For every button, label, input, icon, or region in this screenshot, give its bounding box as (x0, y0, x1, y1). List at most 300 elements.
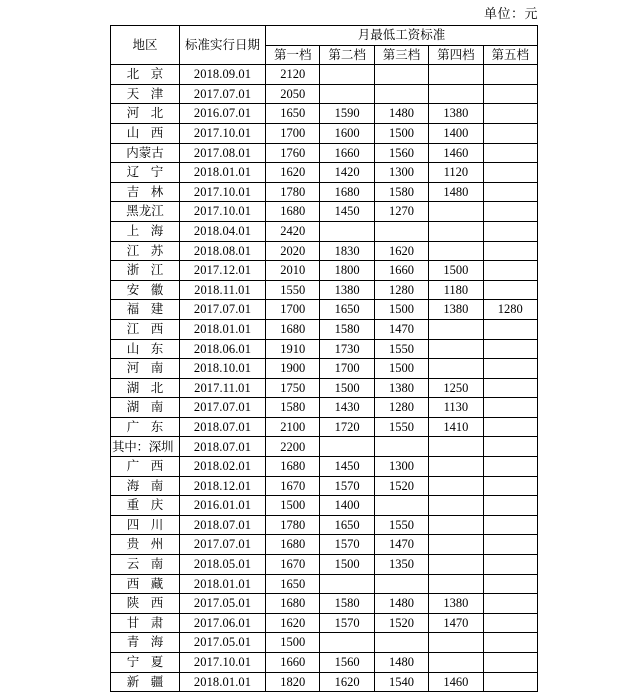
table-row (111, 202, 538, 222)
table-row (111, 417, 538, 437)
cell-effective-date: 2017.05.01 (180, 594, 266, 614)
cell-tier-3: 1280 (374, 280, 428, 300)
cell-tier-4 (429, 319, 483, 339)
table-row (111, 163, 538, 183)
cell-tier-5 (483, 496, 537, 516)
cell-tier-3: 1660 (374, 261, 428, 281)
region-label: 内蒙古 (126, 144, 164, 160)
cell-tier-3: 1500 (374, 300, 428, 320)
cell-tier-2 (320, 574, 374, 594)
table-row (111, 574, 538, 594)
cell-tier-2: 1580 (320, 319, 374, 339)
cell-tier-1: 1750 (266, 378, 320, 398)
cell-tier-4 (429, 221, 483, 241)
cell-tier-2: 1590 (320, 104, 374, 124)
cell-tier-1: 1550 (266, 280, 320, 300)
region-label: 广 西 (126, 458, 167, 474)
region-label: 陕 西 (126, 595, 167, 611)
cell-tier-1: 2050 (266, 84, 320, 104)
cell-tier-4: 1250 (429, 378, 483, 398)
cell-tier-5 (483, 123, 537, 143)
cell-tier-2: 1660 (320, 143, 374, 163)
cell-effective-date: 2018.01.01 (180, 163, 266, 183)
cell-region (111, 221, 180, 241)
region-label: 上 海 (126, 222, 167, 238)
cell-tier-5 (483, 280, 537, 300)
cell-region (111, 672, 180, 692)
cell-region (111, 437, 180, 457)
region-label: 江 苏 (126, 242, 167, 258)
cell-region (111, 182, 180, 202)
cell-tier-1: 1670 (266, 555, 320, 575)
cell-tier-1: 1500 (266, 633, 320, 653)
cell-effective-date: 2017.10.01 (180, 653, 266, 673)
cell-tier-4 (429, 359, 483, 379)
cell-region (111, 535, 180, 555)
cell-effective-date: 2018.09.01 (180, 65, 266, 85)
cell-tier-5 (483, 398, 537, 418)
cell-effective-date: 2017.07.01 (180, 535, 266, 555)
cell-tier-3: 1380 (374, 378, 428, 398)
region-label: 其中：深圳 (112, 438, 174, 454)
cell-tier-2: 1420 (320, 163, 374, 183)
table-row (111, 457, 538, 477)
cell-effective-date: 2017.10.01 (180, 182, 266, 202)
table-row (111, 653, 538, 673)
cell-effective-date: 2018.10.01 (180, 359, 266, 379)
cell-tier-2 (320, 221, 374, 241)
cell-region (111, 163, 180, 183)
cell-region (111, 104, 180, 124)
cell-tier-3: 1350 (374, 555, 428, 575)
cell-tier-2: 1380 (320, 280, 374, 300)
cell-tier-2: 1500 (320, 555, 374, 575)
cell-effective-date: 2017.10.01 (180, 123, 266, 143)
table-row (111, 339, 538, 359)
cell-tier-3: 1280 (374, 398, 428, 418)
table-row (111, 182, 538, 202)
table-row (111, 280, 538, 300)
cell-tier-2: 1570 (320, 476, 374, 496)
cell-tier-4: 1400 (429, 123, 483, 143)
cell-tier-5 (483, 594, 537, 614)
cell-tier-2 (320, 84, 374, 104)
cell-tier-5 (483, 104, 537, 124)
table-row (111, 65, 538, 85)
cell-effective-date: 2018.01.01 (180, 672, 266, 692)
cell-region (111, 457, 180, 477)
cell-tier-3: 1300 (374, 163, 428, 183)
cell-tier-4 (429, 84, 483, 104)
cell-tier-1: 2100 (266, 417, 320, 437)
cell-tier-2: 1450 (320, 457, 374, 477)
cell-tier-4 (429, 241, 483, 261)
cell-tier-4: 1130 (429, 398, 483, 418)
cell-tier-2: 1580 (320, 594, 374, 614)
cell-tier-2: 1650 (320, 515, 374, 535)
region-label: 宁 夏 (126, 654, 167, 670)
cell-region (111, 65, 180, 85)
table-row (111, 535, 538, 555)
region-label: 浙 江 (126, 262, 167, 278)
cell-tier-5 (483, 319, 537, 339)
cell-tier-1: 1680 (266, 594, 320, 614)
cell-tier-5 (483, 535, 537, 555)
table-header (111, 26, 538, 65)
table-row (111, 300, 538, 320)
cell-effective-date: 2017.12.01 (180, 261, 266, 281)
cell-region (111, 339, 180, 359)
cell-effective-date: 2016.07.01 (180, 104, 266, 124)
cell-tier-5 (483, 633, 537, 653)
cell-effective-date: 2017.07.01 (180, 84, 266, 104)
region-label: 湖 北 (126, 379, 167, 395)
region-label: 河 南 (126, 360, 167, 376)
cell-effective-date: 2018.11.01 (180, 280, 266, 300)
cell-tier-1: 1580 (266, 398, 320, 418)
cell-tier-2: 1400 (320, 496, 374, 516)
cell-region (111, 555, 180, 575)
cell-tier-4: 1380 (429, 104, 483, 124)
cell-tier-1: 1620 (266, 163, 320, 183)
cell-tier-4: 1380 (429, 594, 483, 614)
cell-tier-3: 1470 (374, 535, 428, 555)
cell-tier-4 (429, 437, 483, 457)
cell-tier-2: 1600 (320, 123, 374, 143)
cell-effective-date: 2018.04.01 (180, 221, 266, 241)
cell-effective-date: 2017.07.01 (180, 398, 266, 418)
cell-tier-4: 1120 (429, 163, 483, 183)
table-row (111, 496, 538, 516)
region-label: 黑龙江 (126, 203, 164, 219)
region-label: 云 南 (126, 556, 167, 572)
cell-tier-5 (483, 182, 537, 202)
cell-tier-1: 1820 (266, 672, 320, 692)
cell-tier-5 (483, 143, 537, 163)
cell-tier-2: 1650 (320, 300, 374, 320)
cell-tier-2: 1720 (320, 417, 374, 437)
cell-tier-3: 1480 (374, 653, 428, 673)
cell-tier-3 (374, 496, 428, 516)
region-label: 海 南 (126, 477, 167, 493)
cell-region (111, 280, 180, 300)
cell-tier-3 (374, 633, 428, 653)
cell-tier-1: 1780 (266, 182, 320, 202)
cell-tier-4 (429, 515, 483, 535)
cell-tier-1: 1500 (266, 496, 320, 516)
table-row (111, 359, 538, 379)
cell-tier-5 (483, 84, 537, 104)
cell-region (111, 496, 180, 516)
cell-effective-date: 2018.01.01 (180, 319, 266, 339)
column-header-tier-1: 第一档 (266, 45, 320, 65)
cell-tier-4 (429, 555, 483, 575)
cell-effective-date: 2018.02.01 (180, 457, 266, 477)
cell-tier-2: 1730 (320, 339, 374, 359)
table-row (111, 84, 538, 104)
cell-effective-date: 2018.07.01 (180, 515, 266, 535)
cell-tier-1: 1660 (266, 653, 320, 673)
unit-note: 单位：元 (483, 7, 538, 22)
cell-tier-5 (483, 515, 537, 535)
region-label: 广 东 (126, 418, 167, 434)
cell-tier-2: 1560 (320, 653, 374, 673)
cell-tier-4 (429, 653, 483, 673)
cell-tier-4 (429, 202, 483, 222)
cell-region (111, 594, 180, 614)
cell-effective-date: 2017.07.01 (180, 300, 266, 320)
cell-effective-date: 2017.06.01 (180, 613, 266, 633)
cell-tier-3: 1620 (374, 241, 428, 261)
column-header-tier-5: 第五档 (483, 45, 537, 65)
cell-tier-2 (320, 65, 374, 85)
cell-effective-date: 2018.07.01 (180, 437, 266, 457)
cell-tier-3: 1300 (374, 457, 428, 477)
table-row (111, 123, 538, 143)
cell-tier-1: 1650 (266, 104, 320, 124)
cell-tier-1: 2200 (266, 437, 320, 457)
cell-tier-3: 1480 (374, 594, 428, 614)
table-row (111, 319, 538, 339)
cell-effective-date: 2018.07.01 (180, 417, 266, 437)
cell-tier-5 (483, 613, 537, 633)
cell-region (111, 476, 180, 496)
cell-tier-3: 1500 (374, 123, 428, 143)
cell-tier-5 (483, 221, 537, 241)
cell-tier-2: 1800 (320, 261, 374, 281)
cell-effective-date: 2017.05.01 (180, 633, 266, 653)
cell-tier-5 (483, 653, 537, 673)
cell-tier-4: 1480 (429, 182, 483, 202)
cell-tier-5 (483, 241, 537, 261)
cell-effective-date: 2018.01.01 (180, 574, 266, 594)
cell-region (111, 300, 180, 320)
column-header-tier-2: 第二档 (320, 45, 374, 65)
region-label: 西 藏 (126, 575, 167, 591)
cell-tier-5 (483, 359, 537, 379)
cell-tier-4 (429, 633, 483, 653)
cell-tier-5 (483, 163, 537, 183)
table-row (111, 378, 538, 398)
cell-tier-1: 2420 (266, 221, 320, 241)
cell-tier-3 (374, 437, 428, 457)
cell-tier-2: 1570 (320, 535, 374, 555)
table-row (111, 104, 538, 124)
cell-tier-3: 1580 (374, 182, 428, 202)
cell-tier-1: 2010 (266, 261, 320, 281)
cell-region (111, 261, 180, 281)
cell-tier-1: 1680 (266, 535, 320, 555)
column-header-wage-group: 月最低工资标准 (266, 26, 538, 46)
column-header-tier-4: 第四档 (429, 45, 483, 65)
table-row (111, 261, 538, 281)
cell-tier-5 (483, 574, 537, 594)
cell-tier-4: 1460 (429, 143, 483, 163)
cell-region (111, 202, 180, 222)
table-body (111, 65, 538, 692)
table-row (111, 398, 538, 418)
cell-region (111, 143, 180, 163)
cell-tier-5 (483, 202, 537, 222)
region-label: 山 西 (126, 125, 167, 141)
cell-region (111, 241, 180, 261)
cell-tier-4: 1410 (429, 417, 483, 437)
table-row (111, 633, 538, 653)
region-label: 北 京 (126, 66, 167, 82)
cell-tier-5 (483, 457, 537, 477)
region-label: 贵 州 (126, 536, 167, 552)
table-row (111, 672, 538, 692)
cell-region (111, 398, 180, 418)
table-row (111, 476, 538, 496)
cell-tier-1: 2120 (266, 65, 320, 85)
table-row (111, 221, 538, 241)
cell-tier-5 (483, 378, 537, 398)
cell-tier-1: 1670 (266, 476, 320, 496)
cell-tier-5: 1280 (483, 300, 537, 320)
cell-tier-3: 1500 (374, 359, 428, 379)
cell-region (111, 359, 180, 379)
cell-tier-4 (429, 496, 483, 516)
cell-tier-1: 1780 (266, 515, 320, 535)
table-row (111, 515, 538, 535)
cell-tier-3: 1550 (374, 339, 428, 359)
cell-tier-5 (483, 437, 537, 457)
cell-tier-5 (483, 339, 537, 359)
cell-tier-1: 1680 (266, 202, 320, 222)
cell-tier-5 (483, 555, 537, 575)
cell-tier-4 (429, 574, 483, 594)
cell-region (111, 653, 180, 673)
cell-effective-date: 2017.08.01 (180, 143, 266, 163)
cell-tier-3: 1520 (374, 476, 428, 496)
table-row (111, 555, 538, 575)
cell-tier-1: 1620 (266, 613, 320, 633)
cell-tier-1: 1680 (266, 319, 320, 339)
cell-tier-3 (374, 574, 428, 594)
cell-region (111, 613, 180, 633)
cell-tier-2 (320, 437, 374, 457)
cell-tier-1: 1760 (266, 143, 320, 163)
cell-effective-date: 2018.05.01 (180, 555, 266, 575)
region-label: 山 东 (126, 340, 167, 356)
cell-tier-4 (429, 65, 483, 85)
column-header-tier-3: 第三档 (374, 45, 428, 65)
cell-effective-date: 2016.01.01 (180, 496, 266, 516)
cell-tier-3: 1540 (374, 672, 428, 692)
cell-region (111, 84, 180, 104)
cell-tier-3 (374, 65, 428, 85)
header-row-top (111, 26, 538, 46)
region-label: 甘 肃 (126, 614, 167, 630)
cell-tier-2: 1450 (320, 202, 374, 222)
cell-tier-5 (483, 261, 537, 281)
cell-tier-3: 1470 (374, 319, 428, 339)
cell-effective-date: 2018.08.01 (180, 241, 266, 261)
cell-tier-4: 1380 (429, 300, 483, 320)
cell-tier-5 (483, 65, 537, 85)
cell-tier-3: 1270 (374, 202, 428, 222)
table-row (111, 143, 538, 163)
cell-tier-3: 1550 (374, 515, 428, 535)
region-label: 河 北 (126, 105, 167, 121)
cell-tier-1: 2020 (266, 241, 320, 261)
cell-tier-2: 1620 (320, 672, 374, 692)
table-row (111, 594, 538, 614)
cell-tier-2: 1500 (320, 378, 374, 398)
cell-tier-3: 1480 (374, 104, 428, 124)
cell-tier-2: 1700 (320, 359, 374, 379)
cell-tier-3 (374, 84, 428, 104)
cell-region (111, 574, 180, 594)
cell-region (111, 319, 180, 339)
cell-region (111, 123, 180, 143)
cell-tier-2: 1430 (320, 398, 374, 418)
cell-tier-4: 1500 (429, 261, 483, 281)
cell-region (111, 378, 180, 398)
cell-tier-1: 1900 (266, 359, 320, 379)
cell-tier-4 (429, 457, 483, 477)
region-label: 福 建 (126, 301, 167, 317)
cell-tier-1: 1650 (266, 574, 320, 594)
cell-tier-4 (429, 476, 483, 496)
table-row (111, 613, 538, 633)
cell-tier-2 (320, 633, 374, 653)
cell-effective-date: 2017.11.01 (180, 378, 266, 398)
cell-tier-5 (483, 672, 537, 692)
cell-tier-4: 1180 (429, 280, 483, 300)
cell-tier-5 (483, 476, 537, 496)
region-label: 辽 宁 (126, 164, 167, 180)
region-label: 新 疆 (126, 673, 167, 689)
region-label: 吉 林 (126, 183, 167, 199)
table-row (111, 437, 538, 457)
cell-effective-date: 2018.12.01 (180, 476, 266, 496)
cell-tier-2: 1680 (320, 182, 374, 202)
cell-tier-4 (429, 535, 483, 555)
region-label: 江 西 (126, 320, 167, 336)
cell-tier-5 (483, 417, 537, 437)
column-header-region: 地区 (111, 26, 180, 65)
cell-tier-3: 1550 (374, 417, 428, 437)
cell-tier-2: 1570 (320, 613, 374, 633)
cell-tier-4: 1460 (429, 672, 483, 692)
region-label: 安 徽 (126, 281, 167, 297)
region-label: 重 庆 (126, 497, 167, 513)
cell-region (111, 633, 180, 653)
cell-tier-2: 1830 (320, 241, 374, 261)
region-label: 四 川 (126, 516, 167, 532)
cell-tier-4 (429, 339, 483, 359)
cell-tier-3 (374, 221, 428, 241)
cell-tier-1: 1680 (266, 457, 320, 477)
cell-effective-date: 2017.10.01 (180, 202, 266, 222)
cell-tier-1: 1700 (266, 123, 320, 143)
cell-tier-3: 1560 (374, 143, 428, 163)
cell-tier-3: 1520 (374, 613, 428, 633)
table-row (111, 241, 538, 261)
cell-region (111, 515, 180, 535)
column-header-effective-date: 标准实行日期 (180, 26, 266, 65)
region-label: 天 津 (126, 85, 167, 101)
minimum-wage-table (110, 25, 538, 692)
cell-tier-1: 1910 (266, 339, 320, 359)
cell-region (111, 417, 180, 437)
cell-tier-4: 1470 (429, 613, 483, 633)
cell-effective-date: 2018.06.01 (180, 339, 266, 359)
region-label: 青 海 (126, 634, 167, 650)
region-label: 湖 南 (126, 399, 167, 415)
